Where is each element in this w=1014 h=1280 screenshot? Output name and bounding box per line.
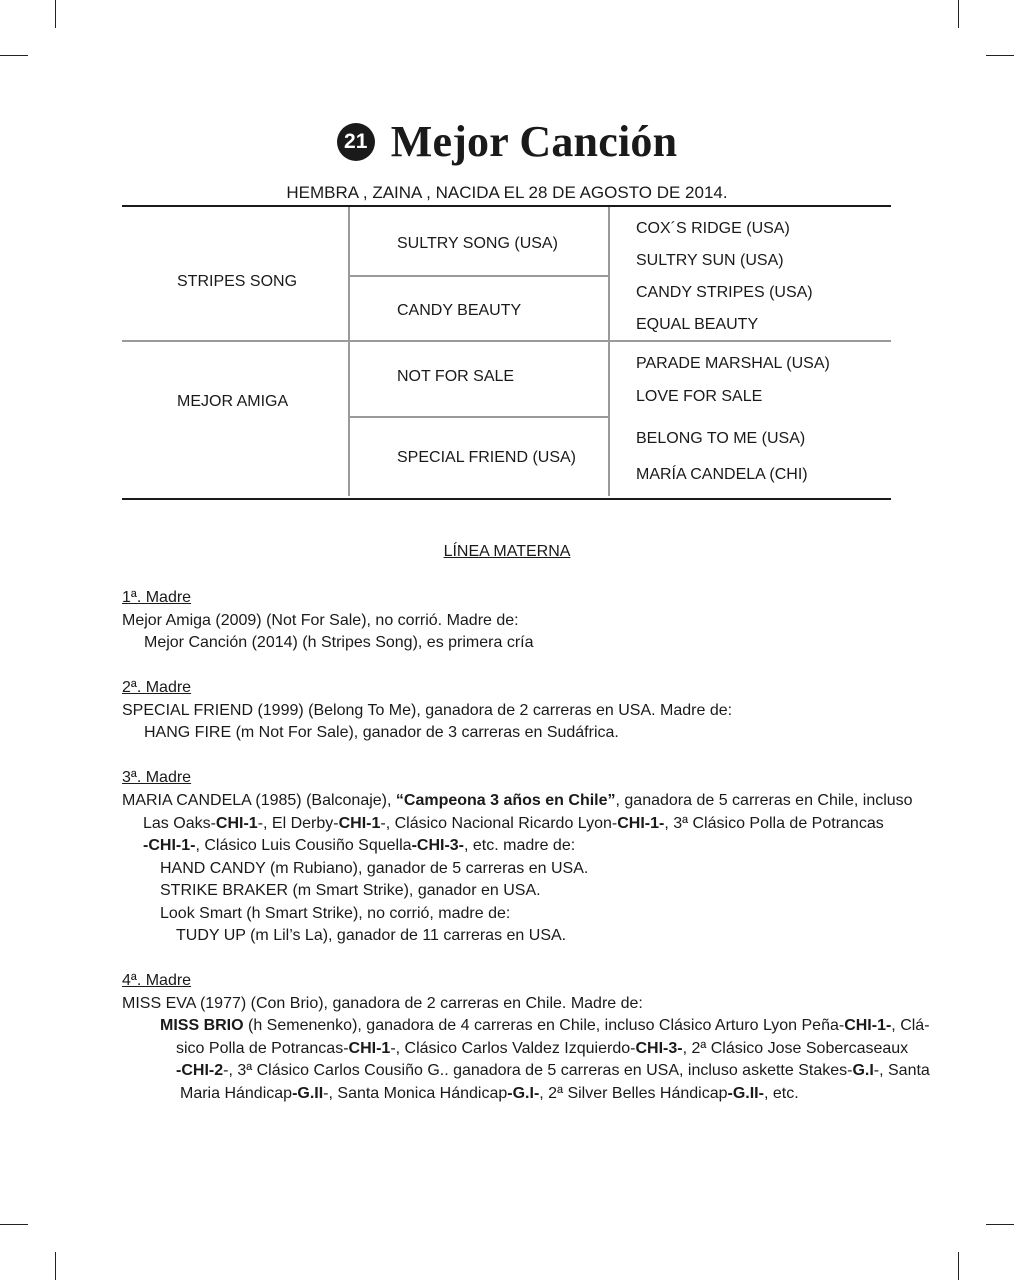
madre-4-line xyxy=(176,1061,930,1081)
pedigree-g3: CANDY STRIPES (USA) xyxy=(636,284,813,301)
text-run: -, 3ª Clásico Carlos Cousiño G.. ganadora de 5 carreras en USA, incluso askette Stakes- xyxy=(223,1062,853,1079)
madre-3-line xyxy=(143,836,575,856)
pedigree-table xyxy=(122,205,891,500)
text-run: , 2ª Clásico Jose Sobercaseaux xyxy=(682,1040,909,1057)
text-run: -, Santa xyxy=(873,1062,930,1079)
madre-4-line: MISS EVA (1977) (Con Brio), ganadora de 2 carreras en Chile. Madre de: xyxy=(122,995,643,1012)
text-run: -, El Derby- xyxy=(257,815,339,832)
horse-description: HEMBRA , ZAINA , NACIDA EL 28 DE AGOSTO DE 2014. xyxy=(286,183,728,202)
madre-1-line: Mejor Amiga (2009) (Not For Sale), no corrió. Madre de: xyxy=(122,612,519,629)
madre-4-line xyxy=(160,1016,930,1036)
madre-3-line xyxy=(143,814,884,834)
pedigree-g3: COX´S RIDGE (USA) xyxy=(636,220,790,237)
bold-run: -G.II xyxy=(292,1085,324,1102)
text-run: , ganadora de 5 carreras en Chile, incluso xyxy=(615,792,913,809)
text-run: , Clá- xyxy=(891,1017,930,1034)
text-run: -, Clásico Nacional Ricardo Lyon- xyxy=(380,815,618,832)
crop-mark xyxy=(986,55,1014,56)
madre-2-line: SPECIAL FRIEND (1999) (Belong To Me), ganadora de 2 carreras en USA. Madre de: xyxy=(122,702,733,719)
pedigree-dam-sire: NOT FOR SALE xyxy=(397,368,515,385)
page-title: Mejor Canción xyxy=(390,117,678,166)
bold-run: CHI-1 xyxy=(348,1040,391,1057)
pedigree-g3: BELONG TO ME (USA) xyxy=(636,430,806,447)
pedigree-sire-dam: CANDY BEAUTY xyxy=(397,302,522,319)
text-run: Maria Hándicap xyxy=(180,1085,293,1102)
bold-run: CHI-3- xyxy=(635,1040,683,1057)
text-run: (h Semenenko), ganadora de 4 carreras en Chile, incluso Clásico Arturo Lyon Peña- xyxy=(243,1017,845,1034)
text-run: , etc. xyxy=(763,1085,799,1102)
madre-3-line: TUDY UP (m Lil’s La), ganador de 11 carreras en USA. xyxy=(176,927,567,944)
bold-run: -CHI-1- xyxy=(143,837,196,854)
text-run: -, Clásico Carlos Valdez Izquierdo- xyxy=(390,1040,636,1057)
madre-4-heading: 4ª. Madre xyxy=(122,972,192,989)
row-divider xyxy=(350,275,608,277)
bold-run: “Campeona 3 años en Chile” xyxy=(395,792,616,809)
crop-mark xyxy=(55,1252,56,1280)
column-divider xyxy=(348,207,350,496)
pedigree-g3: SULTRY SUN (USA) xyxy=(636,252,784,269)
pedigree-sire: STRIPES SONG xyxy=(177,273,298,290)
bold-run: CHI-1- xyxy=(844,1017,892,1034)
bold-run: -G.II- xyxy=(727,1085,764,1102)
pedigree-dam: MEJOR AMIGA xyxy=(177,393,289,410)
madre-3-line: Look Smart (h Smart Strike), no corrió, madre de: xyxy=(160,905,511,922)
pedigree-g3: PARADE MARSHAL (USA) xyxy=(636,355,830,372)
madre-3-line xyxy=(122,791,913,811)
crop-mark xyxy=(0,55,28,56)
text-run: , 2ª Silver Belles Hándicap xyxy=(539,1085,728,1102)
text-run: MARIA CANDELA (1985) (Balconaje), xyxy=(122,792,396,809)
madre-3-heading: 3ª. Madre xyxy=(122,769,192,786)
title-block xyxy=(0,116,1014,167)
pedigree-g3: LOVE FOR SALE xyxy=(636,388,763,405)
pedigree-g3: EQUAL BEAUTY xyxy=(636,316,759,333)
bold-run: -G.I- xyxy=(507,1085,540,1102)
row-divider xyxy=(350,416,608,418)
crop-mark xyxy=(986,1224,1014,1225)
madre-3-line: HAND CANDY (m Rubiano), ganador de 5 carreras en USA. xyxy=(160,860,589,877)
bold-run: CHI-1 xyxy=(338,815,381,832)
text-run: , Clásico Luis Cousiño Squella xyxy=(195,837,412,854)
madre-4-line xyxy=(180,1084,799,1104)
madre-2-line: HANG FIRE (m Not For Sale), ganador de 3 carreras en Sudáfrica. xyxy=(144,724,619,741)
text-run: Las Oaks- xyxy=(143,815,216,832)
bold-run: CHI-1 xyxy=(215,815,258,832)
text-run: -, Santa Monica Hándicap xyxy=(323,1085,508,1102)
crop-mark xyxy=(958,0,959,28)
pedigree-sire-sire: SULTRY SONG (USA) xyxy=(397,235,558,252)
crop-mark xyxy=(958,1252,959,1280)
bold-run: MISS BRIO xyxy=(160,1017,244,1034)
madre-1-heading: 1ª. Madre xyxy=(122,589,192,606)
maternal-line-heading: LÍNEA MATERNA xyxy=(443,543,571,560)
bold-run: G.I xyxy=(852,1062,874,1079)
madre-4-line xyxy=(176,1039,908,1059)
bold-run: -CHI-3- xyxy=(411,837,464,854)
pedigree-dam-dam: SPECIAL FRIEND (USA) xyxy=(397,449,576,466)
text-run: sico Polla de Potrancas- xyxy=(176,1040,349,1057)
madre-2-heading: 2ª. Madre xyxy=(122,679,192,696)
pedigree-g3: MARÍA CANDELA (CHI) xyxy=(636,466,808,483)
text-run: , 3ª Clásico Polla de Potrancas xyxy=(664,815,884,832)
text-run: , etc. madre de: xyxy=(464,837,576,854)
madre-3-line: STRIKE BRAKER (m Smart Strike), ganador en USA. xyxy=(160,882,541,899)
column-divider xyxy=(608,207,610,496)
row-divider xyxy=(122,340,891,342)
madre-1-line: Mejor Canción (2014) (h Stripes Song), es primera cría xyxy=(144,634,534,651)
bold-run: CHI-1- xyxy=(617,815,665,832)
bold-run: -CHI-2 xyxy=(176,1062,224,1079)
lot-number-badge: 21 xyxy=(337,123,375,161)
crop-mark xyxy=(0,1224,28,1225)
crop-mark xyxy=(55,0,56,28)
